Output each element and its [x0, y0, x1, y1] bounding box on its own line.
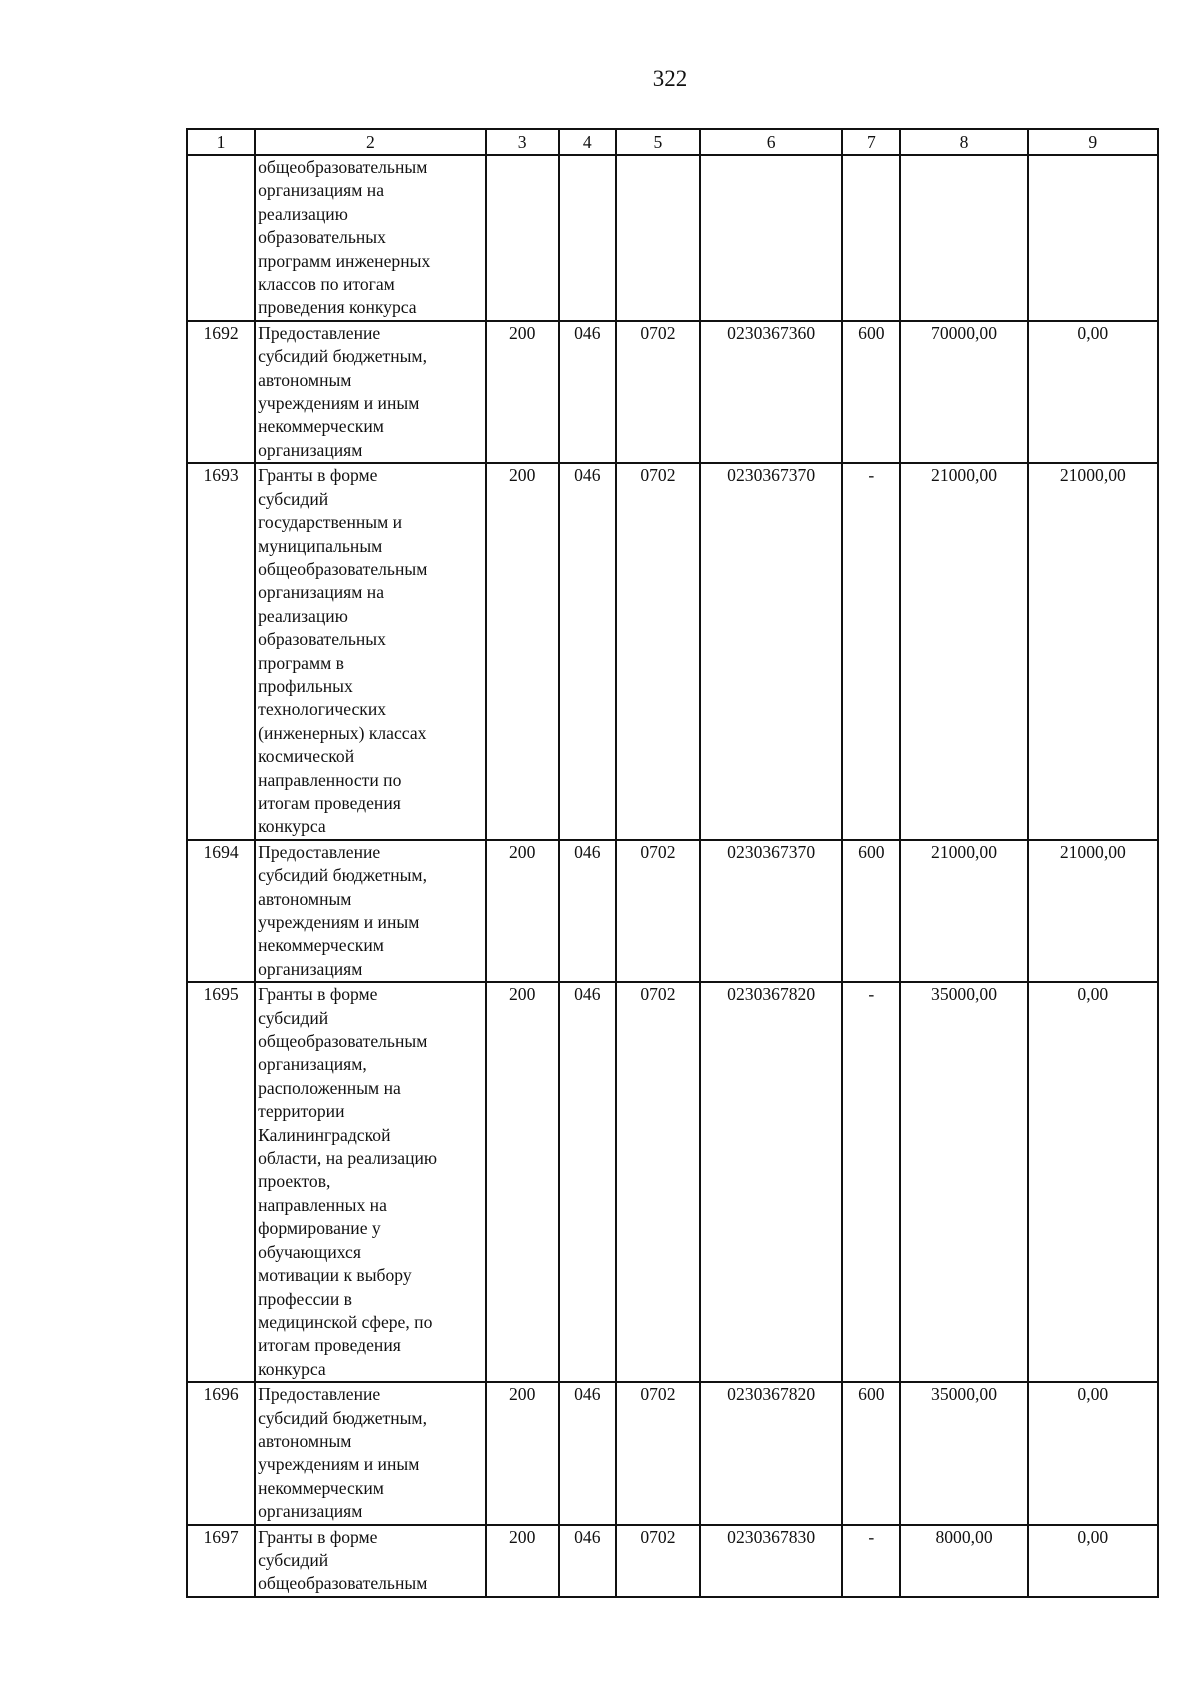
- cell-col7: -: [842, 982, 900, 1382]
- cell-col4: 046: [559, 982, 616, 1382]
- cell-col3: 200: [486, 840, 559, 982]
- description-line: конкурса: [258, 1358, 326, 1379]
- description-line: организациям: [258, 958, 363, 979]
- description-line: субсидий: [258, 1007, 329, 1028]
- description-line: медицинской сфере, по: [258, 1311, 433, 1332]
- description-line: направленных на: [258, 1194, 387, 1215]
- description-line: муниципальным: [258, 535, 383, 556]
- description-line: расположенным на: [258, 1077, 401, 1098]
- description-line: технологических: [258, 699, 387, 720]
- description-line: субсидий: [258, 488, 329, 509]
- description-line: области, на реализацию: [258, 1148, 438, 1169]
- description-line: субсидий: [258, 1549, 329, 1570]
- description-line: формирование у: [258, 1218, 381, 1239]
- cell-col8: 70000,00: [900, 321, 1027, 463]
- column-header: 9: [1028, 129, 1158, 155]
- cell-col3: 200: [486, 463, 559, 840]
- cell-col4: 046: [559, 463, 616, 840]
- description-line: учреждениям и иным: [258, 912, 420, 932]
- cell-col6: 0230367370: [700, 840, 842, 982]
- description-line: некоммерческим: [258, 935, 384, 956]
- row-number: 1697: [187, 1525, 255, 1597]
- description-line: общеобразовательным: [258, 157, 428, 177]
- page-number: 322: [652, 66, 688, 91]
- cell-col5: 0702: [616, 463, 700, 840]
- description-line: классов по итогам: [258, 274, 395, 295]
- description-line: обучающихся: [258, 1241, 361, 1262]
- description-line: проектов,: [258, 1171, 331, 1192]
- description-line: общеобразовательным: [258, 1573, 428, 1594]
- row-description: [255, 463, 485, 840]
- description-line: итогам проведения: [258, 1335, 401, 1356]
- description-line: учреждениям и иным: [258, 1454, 420, 1475]
- row-description: [255, 1382, 485, 1524]
- description-line: некоммерческим: [258, 416, 384, 437]
- description-line: организациям на: [258, 180, 385, 201]
- description-line: общеобразовательным: [258, 1031, 428, 1052]
- description-line: образовательных: [258, 227, 386, 248]
- description-line: автономным: [258, 1430, 352, 1451]
- description-line: проведения конкурса: [258, 297, 417, 318]
- row-number: 1694: [187, 840, 255, 982]
- description-line: профильных: [258, 675, 353, 696]
- description-line: учреждениям и иным: [258, 393, 420, 414]
- cell-col8: [900, 155, 1027, 321]
- description-line: образовательных: [258, 629, 386, 650]
- description-line: конкурса: [258, 816, 326, 837]
- cell-col8: 35000,00: [900, 1382, 1027, 1524]
- row-number: 1692: [187, 321, 255, 463]
- column-header: 7: [842, 129, 900, 155]
- description-line: направленности по: [258, 769, 402, 790]
- cell-col7: 600: [842, 321, 900, 463]
- cell-col4: 046: [559, 1382, 616, 1524]
- table-row: [187, 155, 1158, 321]
- description-line: государственным и: [258, 512, 403, 533]
- description-line: профессии в: [258, 1288, 352, 1309]
- column-header: 1: [187, 129, 255, 155]
- description-line: субсидий бюджетным,: [258, 865, 427, 886]
- cell-col8: 35000,00: [900, 982, 1027, 1382]
- row-description: [255, 321, 485, 463]
- cell-col7: 600: [842, 1382, 900, 1524]
- description-line: организациям: [258, 439, 363, 460]
- cell-col9: 0,00: [1028, 982, 1158, 1382]
- cell-col5: 0702: [616, 982, 700, 1382]
- column-header: 4: [559, 129, 616, 155]
- cell-col6: 0230367370: [700, 463, 842, 840]
- description-line: Предоставление: [258, 1384, 381, 1405]
- table-row: [187, 840, 1158, 982]
- cell-col8: 21000,00: [900, 463, 1027, 840]
- row-description: [255, 1525, 485, 1597]
- description-line: программ в: [258, 652, 344, 673]
- header-row: [187, 129, 1158, 155]
- description-line: Гранты в форме: [258, 984, 378, 1005]
- cell-col7: -: [842, 463, 900, 840]
- description-line: итогам проведения: [258, 792, 401, 813]
- cell-col6: 0230367360: [700, 321, 842, 463]
- description-line: некоммерческим: [258, 1477, 384, 1498]
- row-description: [255, 982, 485, 1382]
- cell-col7: [842, 155, 900, 321]
- column-header: 2: [255, 129, 485, 155]
- cell-col6: 0230367830: [700, 1525, 842, 1597]
- table-row: [187, 1382, 1158, 1524]
- cell-col9: 21000,00: [1028, 463, 1158, 840]
- description-line: реализацию: [258, 605, 348, 626]
- description-line: (инженерных) классах: [258, 722, 427, 743]
- cell-col9: [1028, 155, 1158, 321]
- cell-col5: [616, 155, 700, 321]
- row-number: 1695: [187, 982, 255, 1382]
- description-line: автономным: [258, 888, 352, 909]
- cell-col3: 200: [486, 321, 559, 463]
- description-line: программ инженерных: [258, 250, 431, 271]
- table-row: [187, 982, 1158, 1382]
- description-line: Предоставление: [258, 841, 381, 862]
- cell-col4: 046: [559, 840, 616, 982]
- cell-col5: 0702: [616, 321, 700, 463]
- description-line: космической: [258, 746, 355, 767]
- cell-col6: [700, 155, 842, 321]
- cell-col7: -: [842, 1525, 900, 1597]
- row-description: [255, 155, 485, 321]
- cell-col9: 0,00: [1028, 321, 1158, 463]
- cell-col5: 0702: [616, 1525, 700, 1597]
- table-body: [187, 155, 1158, 1597]
- description-line: автономным: [258, 369, 352, 390]
- cell-col3: 200: [486, 982, 559, 1382]
- row-number: 1693: [187, 463, 255, 840]
- description-line: Калининградской: [258, 1124, 391, 1145]
- column-header: 8: [900, 129, 1027, 155]
- description-line: субсидий бюджетным,: [258, 346, 427, 367]
- column-header: 5: [616, 129, 700, 155]
- description-line: территории: [258, 1101, 345, 1122]
- cell-col3: 200: [486, 1382, 559, 1524]
- column-header: 3: [486, 129, 559, 155]
- cell-col4: 046: [559, 1525, 616, 1597]
- description-line: Гранты в форме: [258, 465, 378, 486]
- cell-col4: [559, 155, 616, 321]
- cell-col6: 0230367820: [700, 982, 842, 1382]
- description-line: организациям на: [258, 582, 385, 603]
- table-row: [187, 1525, 1158, 1597]
- description-line: общеобразовательным: [258, 558, 428, 579]
- cell-col3: [486, 155, 559, 321]
- row-number: 1696: [187, 1382, 255, 1524]
- cell-col3: 200: [486, 1525, 559, 1597]
- description-line: Гранты в форме: [258, 1526, 378, 1547]
- budget-table: [186, 128, 1159, 1598]
- description-line: субсидий бюджетным,: [258, 1407, 427, 1428]
- description-line: Предоставление: [258, 322, 381, 343]
- cell-col9: 21000,00: [1028, 840, 1158, 982]
- cell-col8: 21000,00: [900, 840, 1027, 982]
- column-header: 6: [700, 129, 842, 155]
- description-line: организациям,: [258, 1054, 367, 1075]
- cell-col6: 0230367820: [700, 1382, 842, 1524]
- cell-col7: 600: [842, 840, 900, 982]
- cell-col8: 8000,00: [900, 1525, 1027, 1597]
- table-row: [187, 321, 1158, 463]
- cell-col9: 0,00: [1028, 1382, 1158, 1524]
- row-number: [187, 155, 255, 321]
- row-description: [255, 840, 485, 982]
- cell-col4: 046: [559, 321, 616, 463]
- cell-col5: 0702: [616, 840, 700, 982]
- cell-col5: 0702: [616, 1382, 700, 1524]
- cell-col9: 0,00: [1028, 1525, 1158, 1597]
- description-line: реализацию: [258, 203, 348, 224]
- description-line: мотивации к выбору: [258, 1265, 412, 1286]
- table-row: [187, 463, 1158, 840]
- description-line: организациям: [258, 1501, 363, 1522]
